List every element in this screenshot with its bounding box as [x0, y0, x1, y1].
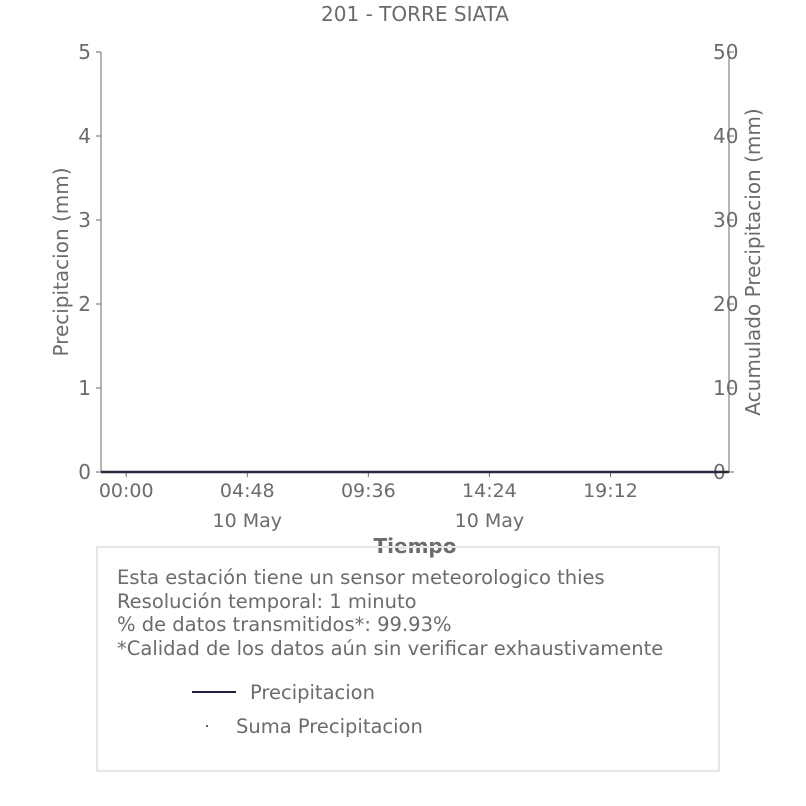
x-tick-label: 14:24: [462, 480, 517, 502]
x-axis-label: Tiempo: [373, 534, 457, 558]
y-tick-label: 1: [78, 376, 91, 400]
y2-tick-label: 20: [713, 292, 739, 316]
legend-item-suma: [192, 714, 423, 738]
x-tick-date-label: 10 May: [454, 510, 525, 532]
y-tick-label: 5: [78, 40, 91, 64]
station-info-panel: [96, 546, 720, 772]
y2-tick-label: 50: [713, 40, 739, 64]
legend-dot-swatch: [192, 725, 222, 727]
y-tick-label: 4: [78, 124, 91, 148]
y-tick-label: 2: [78, 292, 91, 316]
chart-title: 201 - TORRE SIATA: [321, 2, 509, 26]
info-line-quality: *Calidad de los datos aún sin verificar exhaustivamente: [117, 636, 664, 660]
right-axis-ticks: [713, 40, 738, 484]
legend-label-suma: Suma Precipitacion: [236, 714, 423, 738]
chart-axes: [101, 52, 729, 472]
legend-label-precipitacion: Precipitacion: [250, 680, 375, 704]
y2-tick-label: 30: [713, 208, 739, 232]
right-axis-label: Acumulado Precipitacion (mm): [741, 108, 765, 416]
y2-tick-label: 0: [713, 460, 726, 484]
legend-line-swatch: [192, 691, 236, 693]
x-tick-label: 00:00: [98, 480, 154, 502]
time-axis-ticks: [99, 472, 638, 532]
y2-tick-label: 10: [713, 376, 739, 400]
y-tick-label: 3: [78, 208, 91, 232]
x-tick-label: 09:36: [340, 480, 396, 502]
info-line-sensor: Esta estación tiene un sensor meteorologico thies: [117, 566, 605, 589]
info-line-resolution: Resolución temporal: 1 minuto: [117, 589, 417, 613]
left-axis-label: Precipitacion (mm): [49, 167, 73, 357]
x-tick-date-label: 10 May: [212, 510, 283, 532]
y2-tick-label: 40: [713, 124, 739, 148]
x-tick-label: 19:12: [583, 480, 638, 502]
x-tick-label: 04:48: [219, 480, 275, 502]
y-tick-label: 0: [78, 460, 91, 484]
legend-item-precipitacion: [192, 680, 375, 704]
station-info-text: [117, 566, 663, 660]
left-axis-ticks: [78, 40, 101, 484]
info-line-transmitted: % de datos transmitidos*: 99.93%: [117, 613, 452, 636]
